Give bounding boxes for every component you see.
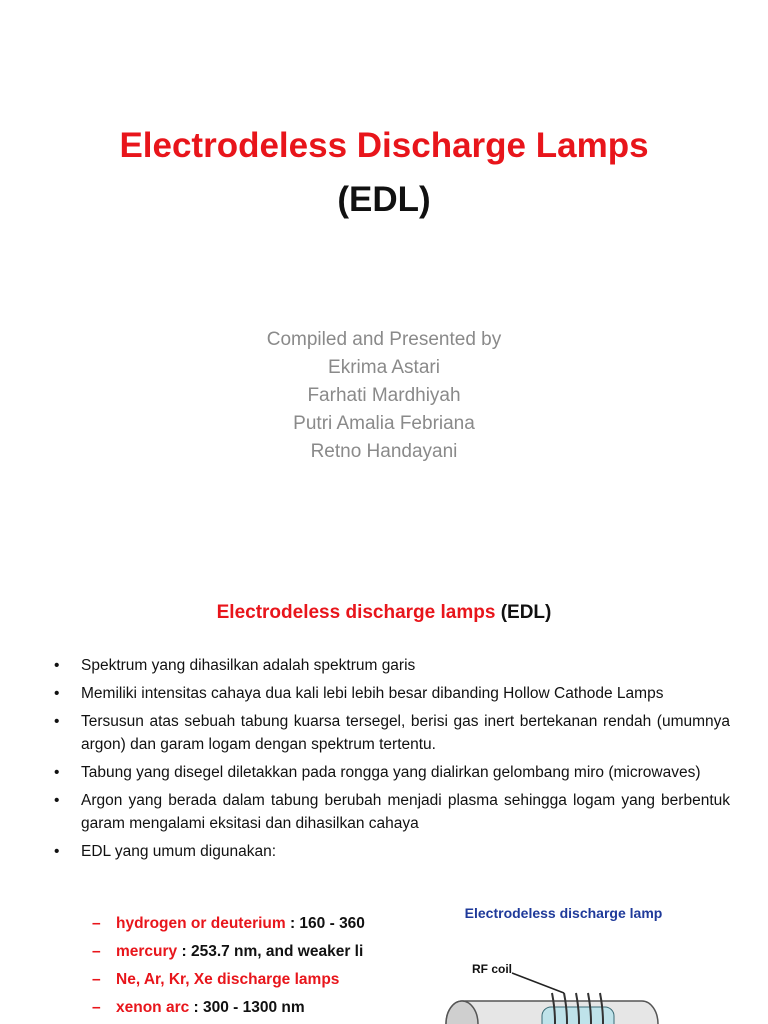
rf-coil-label: RF coil (472, 962, 513, 976)
bullet-item (50, 682, 730, 705)
sub-item-red: Ne, Ar, Kr, Xe discharge lamps (116, 971, 340, 988)
author-list (0, 326, 768, 466)
sub-item-red: hydrogen or deuterium (116, 915, 286, 932)
sub-item (92, 994, 392, 1022)
bullet-text: Spektrum yang dihasilkan adalah spektrum garis (81, 657, 416, 674)
author-line: Compiled and Presented by (266, 329, 502, 350)
dash-glyph: – (92, 999, 101, 1016)
bullet-item (50, 840, 730, 863)
bullet-glyph: • (54, 657, 60, 674)
sub-item-rest: : 160 - 360 (285, 915, 365, 932)
bullet-text: Argon yang berada dalam tabung berubah menjadi plasma sehingga logam yang berbentuk garam mengalami eksitasi dan dihasilkan cahaya (81, 792, 730, 832)
slide-2 (0, 576, 768, 1024)
bullet-item (50, 710, 730, 756)
author-line: Putri Amalia Febriana (293, 413, 475, 434)
bullet-item (50, 789, 730, 835)
author-line: Farhati Mardhiyah (307, 385, 461, 406)
sub-item (92, 966, 392, 994)
slide-2-title-black: (EDL) (500, 602, 552, 623)
author-line: Ekrima Astari (328, 357, 440, 378)
bullet-text: Memiliki intensitas cahaya dua kali lebi lebih besar dibanding Hollow Cathode Lamps (81, 685, 664, 702)
slide-2-title (0, 600, 768, 626)
sub-list (92, 910, 392, 1022)
slide-title-line1: Electrodeless Discharge Lamps (119, 126, 649, 165)
author-line: Retno Handayani (310, 441, 458, 462)
bullet-text: Tabung yang disegel diletakkan pada rongga yang dialirkan gelombang miro (microwaves) (81, 764, 701, 781)
bullet-glyph: • (54, 713, 60, 730)
slide-2-title-red: Electrodeless discharge lamps (216, 602, 496, 623)
figure-title: Electrodeless discharge lamp (464, 905, 663, 921)
bullet-item (50, 761, 730, 784)
dash-glyph: – (92, 915, 101, 932)
sub-item-rest: : 253.7 nm, and weaker li (177, 943, 364, 960)
bullet-glyph: • (54, 685, 60, 702)
bullet-glyph: • (54, 792, 60, 809)
bullet-glyph: • (54, 843, 60, 860)
edl-figure (392, 889, 735, 1024)
lamp-diagram-icon (392, 889, 735, 1024)
bullet-list (50, 654, 730, 868)
sub-item (92, 910, 392, 938)
bullet-text: EDL yang umum digunakan: (81, 843, 277, 860)
bullet-glyph: • (54, 764, 60, 781)
bullet-text: Tersusun atas sebuah tabung kuarsa tersegel, berisi gas inert bertekanan rendah (umumnya argon) dan garam logam dengan spektrum tertentu. (81, 713, 730, 753)
slide-title-line2: (EDL) (337, 180, 431, 219)
sub-item-red: mercury (116, 943, 178, 960)
dash-glyph: – (92, 971, 101, 988)
sub-item (92, 938, 392, 966)
dash-glyph: – (92, 943, 101, 960)
bullet-item (50, 654, 730, 677)
sub-item-rest: : 300 - 1300 nm (189, 999, 305, 1016)
sub-item-red: xenon arc (116, 999, 190, 1016)
